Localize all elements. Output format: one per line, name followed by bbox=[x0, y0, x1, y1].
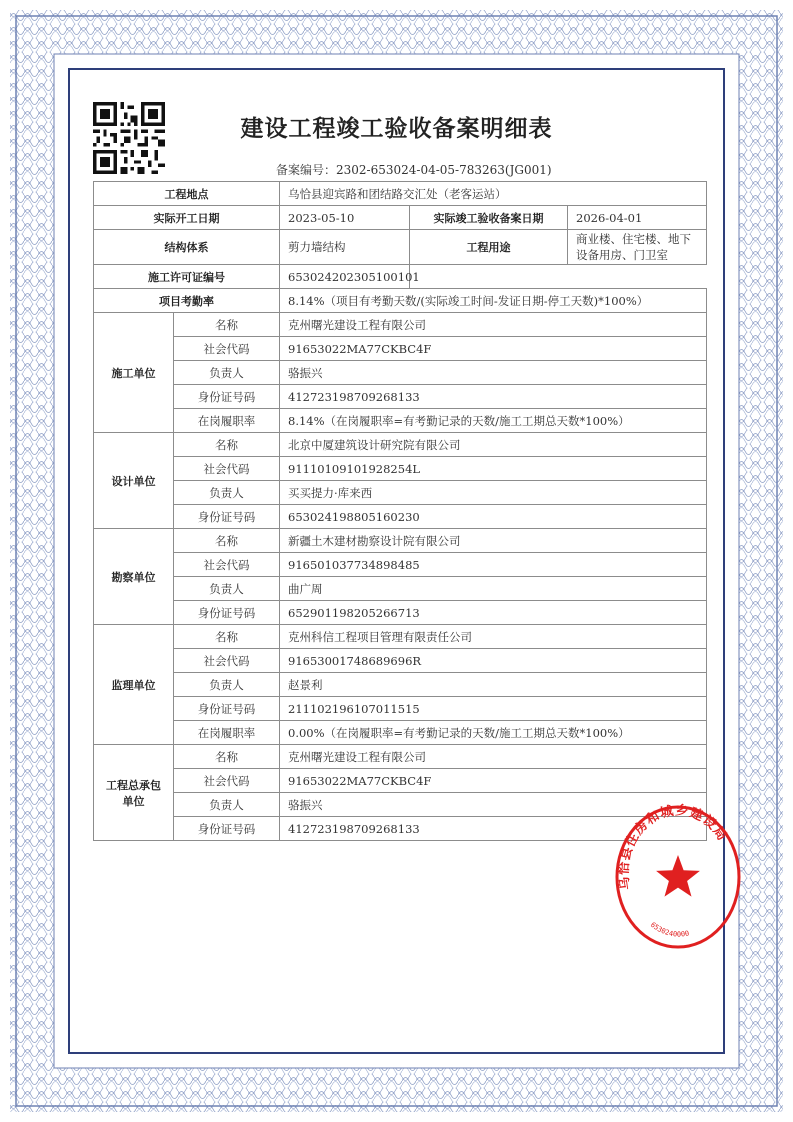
field-name-label: 名称 bbox=[174, 313, 280, 337]
construction-name: 克州曙光建设工程有限公司 bbox=[280, 313, 707, 337]
supervision-rate: 0.00%（在岗履职率=有考勤记录的天数/施工工期总天数*100%） bbox=[280, 721, 707, 745]
field-id-label: 身份证号码 bbox=[174, 601, 280, 625]
filing-date-value: 2026-04-01 bbox=[568, 206, 707, 230]
blank-cell bbox=[410, 265, 707, 289]
field-code-label: 社会代码 bbox=[174, 769, 280, 793]
field-person-label: 负责人 bbox=[174, 673, 280, 697]
start-date-value: 2023-05-10 bbox=[280, 206, 410, 230]
table-row bbox=[94, 697, 707, 721]
general-contractor-label-line1: 工程总承包 bbox=[106, 778, 161, 792]
page-title: 建设工程竣工验收备案明细表 bbox=[240, 116, 553, 142]
general-contractor-label-line2: 单位 bbox=[122, 794, 145, 808]
design-name: 北京中厦建筑设计研究院有限公司 bbox=[280, 433, 707, 457]
table-row bbox=[94, 577, 707, 601]
field-name-label: 名称 bbox=[174, 745, 280, 769]
supervision-id: 211102196107011515 bbox=[280, 697, 707, 721]
design-unit-label: 设计单位 bbox=[94, 433, 174, 529]
structure-value: 剪力墙结构 bbox=[280, 230, 410, 265]
table-row bbox=[94, 289, 707, 313]
table-row bbox=[94, 457, 707, 481]
field-rate-label: 在岗履职率 bbox=[174, 409, 280, 433]
table-row bbox=[94, 433, 707, 457]
svg-text:6530240000: 6530240000 bbox=[648, 920, 690, 939]
field-name-label: 名称 bbox=[174, 433, 280, 457]
construction-unit-label: 施工单位 bbox=[94, 313, 174, 433]
general-id: 412723198709268133 bbox=[280, 817, 707, 841]
survey-person: 曲广周 bbox=[280, 577, 707, 601]
design-code: 91110109101928254L bbox=[280, 457, 707, 481]
svg-text:乌恰县住房和城乡建设局: 乌恰县住房和城乡建设局 bbox=[616, 803, 730, 891]
design-person: 买买提力·库来西 bbox=[280, 481, 707, 505]
table-row bbox=[94, 769, 707, 793]
field-person-label: 负责人 bbox=[174, 577, 280, 601]
field-id-label: 身份证号码 bbox=[174, 697, 280, 721]
table-row bbox=[94, 385, 707, 409]
supervision-code: 91653001748689696R bbox=[280, 649, 707, 673]
filing-number: 备案编号：2302-653024-04-05-783263(JG001) bbox=[276, 163, 552, 177]
table-row bbox=[94, 721, 707, 745]
attendance-label: 项目考勤率 bbox=[94, 289, 280, 313]
table-row bbox=[94, 409, 707, 433]
field-person-label: 负责人 bbox=[174, 481, 280, 505]
general-code: 91653022MA77CKBC4F bbox=[280, 769, 707, 793]
location-label: 工程地点 bbox=[94, 182, 280, 206]
field-person-label: 负责人 bbox=[174, 793, 280, 817]
field-person-label: 负责人 bbox=[174, 361, 280, 385]
field-id-label: 身份证号码 bbox=[174, 817, 280, 841]
table-row bbox=[94, 601, 707, 625]
attendance-value: 8.14%（项目有考勤天数/(实际竣工时间-发证日期-停工天数)*100%） bbox=[280, 289, 707, 313]
field-code-label: 社会代码 bbox=[174, 649, 280, 673]
construction-rate: 8.14%（在岗履职率=有考勤记录的天数/施工工期总天数*100%） bbox=[280, 409, 707, 433]
table-row bbox=[94, 529, 707, 553]
field-id-label: 身份证号码 bbox=[174, 505, 280, 529]
construction-person: 骆振兴 bbox=[280, 361, 707, 385]
field-id-label: 身份证号码 bbox=[174, 385, 280, 409]
survey-id: 652901198205266713 bbox=[280, 601, 707, 625]
table-row bbox=[94, 361, 707, 385]
table-row bbox=[94, 481, 707, 505]
table-row bbox=[94, 553, 707, 577]
usage-value: 商业楼、住宅楼、地下设备用房、门卫室 bbox=[568, 230, 707, 265]
filing-date-label: 实际竣工验收备案日期 bbox=[410, 206, 568, 230]
construction-id: 412723198709268133 bbox=[280, 385, 707, 409]
table-row bbox=[94, 230, 707, 265]
table-row bbox=[94, 265, 707, 289]
location-value: 乌恰县迎宾路和团结路交汇处（老客运站） bbox=[280, 182, 707, 206]
supervision-person: 赵景利 bbox=[280, 673, 707, 697]
official-seal-stamp bbox=[612, 793, 744, 953]
survey-unit-label: 勘察单位 bbox=[94, 529, 174, 625]
table-row bbox=[94, 673, 707, 697]
filing-detail-table bbox=[93, 181, 707, 841]
supervision-name: 克州科信工程项目管理有限责任公司 bbox=[280, 625, 707, 649]
field-code-label: 社会代码 bbox=[174, 337, 280, 361]
field-code-label: 社会代码 bbox=[174, 553, 280, 577]
table-row bbox=[94, 337, 707, 361]
table-row bbox=[94, 206, 707, 230]
field-name-label: 名称 bbox=[174, 625, 280, 649]
survey-code: 916501037734898485 bbox=[280, 553, 707, 577]
table-row bbox=[94, 182, 707, 206]
general-person: 骆振兴 bbox=[280, 793, 707, 817]
permit-value: 653024202305100101 bbox=[280, 265, 410, 289]
table-row bbox=[94, 505, 707, 529]
field-code-label: 社会代码 bbox=[174, 457, 280, 481]
general-contractor-label bbox=[94, 745, 174, 841]
structure-label: 结构体系 bbox=[94, 230, 280, 265]
survey-name: 新疆土木建材勘察设计院有限公司 bbox=[280, 529, 707, 553]
table-row bbox=[94, 313, 707, 337]
field-rate-label: 在岗履职率 bbox=[174, 721, 280, 745]
table-row bbox=[94, 745, 707, 769]
construction-code: 91653022MA77CKBC4F bbox=[280, 337, 707, 361]
design-id: 653024198805160230 bbox=[280, 505, 707, 529]
permit-label: 施工许可证编号 bbox=[94, 265, 280, 289]
field-name-label: 名称 bbox=[174, 529, 280, 553]
usage-label: 工程用途 bbox=[410, 230, 568, 265]
supervision-unit-label: 监理单位 bbox=[94, 625, 174, 745]
start-date-label: 实际开工日期 bbox=[94, 206, 280, 230]
table-row bbox=[94, 625, 707, 649]
table-row bbox=[94, 649, 707, 673]
general-name: 克州曙光建设工程有限公司 bbox=[280, 745, 707, 769]
